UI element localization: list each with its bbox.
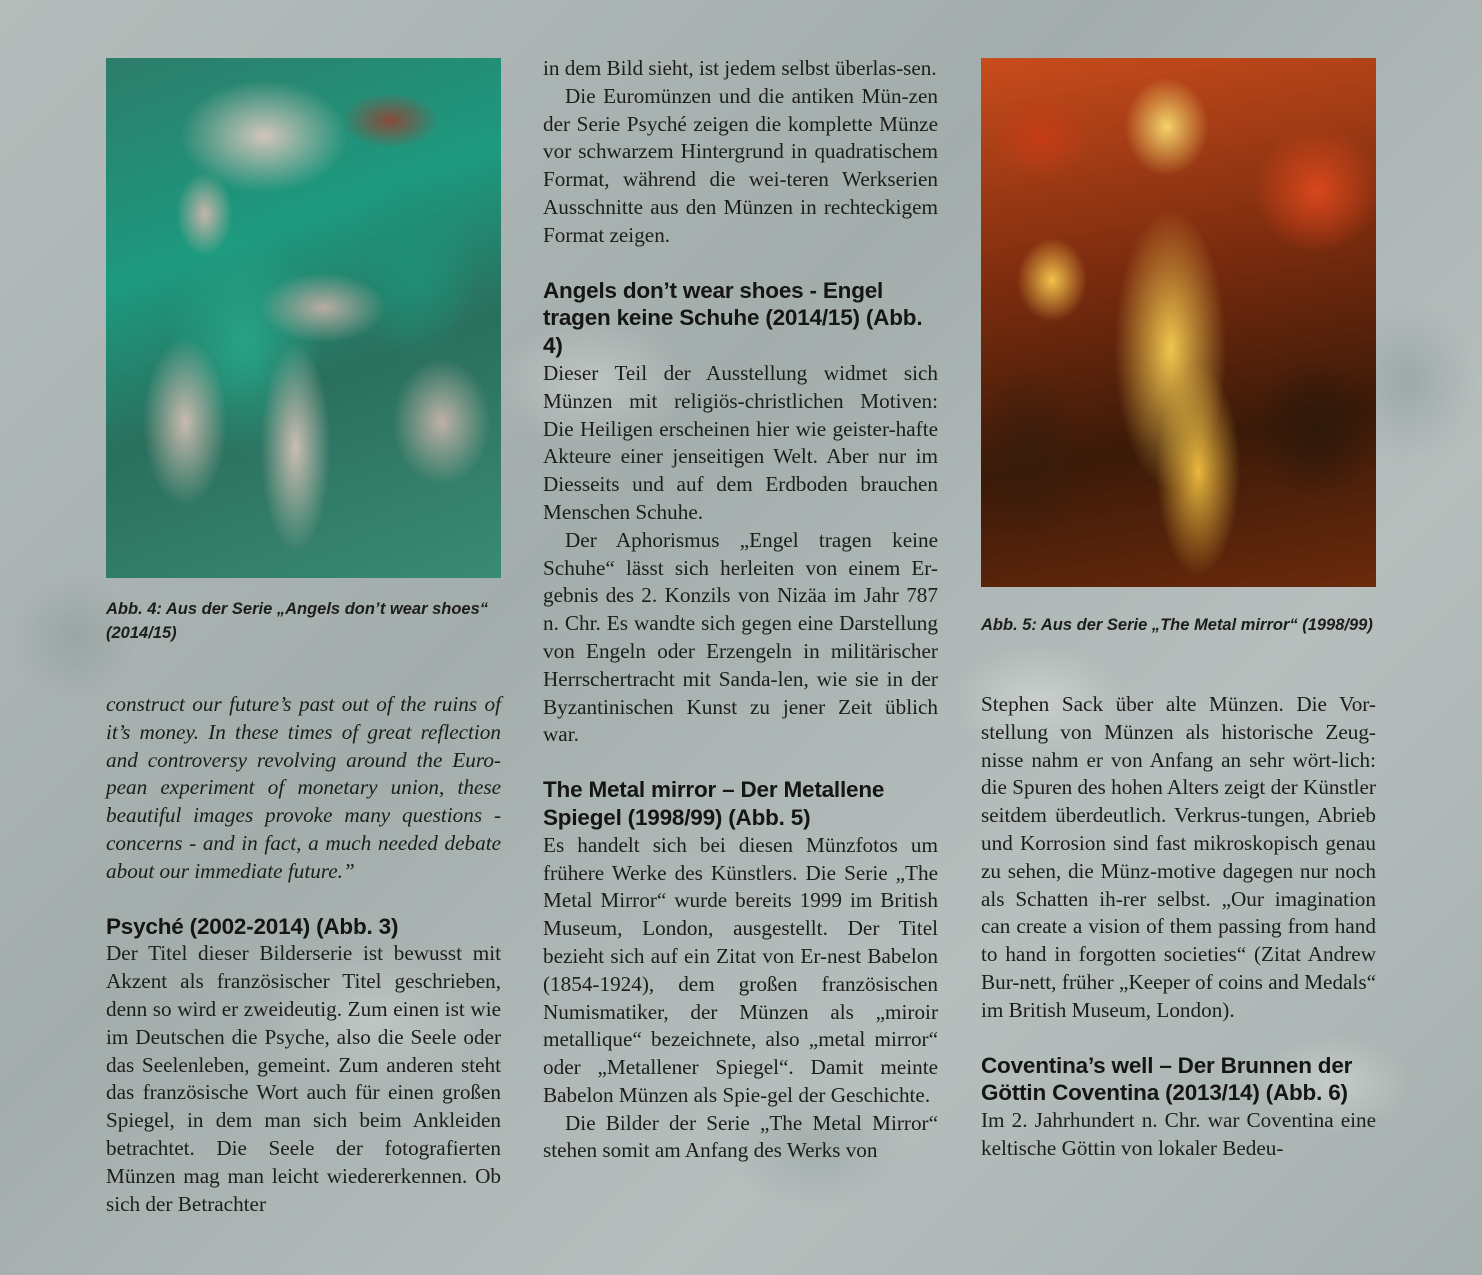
heading-angels: Angels don’t wear shoes - Engel tragen keine Schuhe (2014/15) (Abb. 4) [543,277,923,359]
quote-text: construct our future’s past out of the ruins of it’s money. In these times of great reflection and controversy revolving around the Euro-pean experiment of monetary union, these beautiful images provoke many questions - concerns - and in fact, a much needed debate about our immediate future.” [106,692,501,883]
heading-metal-mirror: The Metal mirror – Der Metallene Spiegel (1998/99) (Abb. 5) [543,777,885,830]
figure-5-image [981,58,1376,587]
paragraph-metal-2: Die Bilder der Serie „The Metal Mirror“ stehen somit am Anfang des Werks von [543,1110,938,1163]
paragraph-angels-1: Dieser Teil der Ausstellung widmet sich Münzen mit religiös-christlichen Motiven: Die Heiligen erscheinen hier wie geister-hafte Akteure einer jenseitigen Welt. Aber nur im Diesseits und auf dem Erdboden brauchen Menschen Schuhe. [543,360,938,524]
left-column-text [106,691,501,1218]
paragraph-sack: Stephen Sack über alte Münzen. Die Vor-stellung von Münzen als historische Zeug-nisse nahm er von Anfang an sehr wört-lich: die Spuren des hohen Alters zeigt der Künstler seitdem überdeutlich. Verkrus-tungen, Abrieb und Korrosion sind fast mikroskopisch genau zu sehen, die Münz-motive dagegen nur noch als Schatten ih-rer selbst. „Our imagination can create a vision of them passing from hand to hand in forgotten societies“ (Zitat Andrew Bur-nett, früher „Keeper of coins and Medals“ im British Museum, London). [981,692,1376,1022]
figure-4-image [106,58,501,578]
middle-column-text [543,55,938,1165]
paragraph-euro: Die Euromünzen und die antiken Mün-zen der Serie Psyché zeigen die komplette Münze vor schwarzem Hintergrund in quadratischem Format, während die wei-teren Werkserien Ausschnitte aus den Münzen in rechteckigem Format zeigen. [543,83,938,247]
figure-4-caption: Abb. 4: Aus der Serie „Angels don’t wear shoes“ (2014/15) [106,600,489,642]
paragraph-coventina: Im 2. Jahrhundert n. Chr. war Coventina eine keltische Göttin von lokaler Bedeu- [981,1108,1376,1160]
paragraph-angels-2: Der Aphorismus „Engel tragen keine Schuhe“ lässt sich herleiten von einem Er-gebnis des 2. Konzils von Nizäa im Jahr 787 n. Chr. Es wandte sich gegen eine Darstellung von Engeln oder Erzengeln in militärischer Herrschertracht mit Sanda-len, wie sie in der Byzantinischen Kunst zu jener Zeit üblich war. [543,527,938,747]
figure-5-caption: Abb. 5: Aus der Serie „The Metal mirror“ (1998/99) [981,616,1373,634]
right-column-text [981,691,1376,1163]
paragraph-psyche: Der Titel dieser Bilderserie ist bewusst mit Akzent als französischer Titel geschrieben, denn so wird er zweideutig. Zum einen ist wie im Deutschen die Psyche, also die Seele oder das Seelenleben, gemeint. Zum anderen steht das französische Wort auch für einen großen Spiegel, in dem man sich beim Ankleiden betrachtet. Die Seele der fotografierten Münzen mag man leicht wiedererkennen. Ob sich der Betrachter [106,941,501,1216]
heading-coventina: Coventina’s well – Der Brunnen der Göttin Coventina (2013/14) (Abb. 6) [981,1052,1353,1106]
heading-psyche: Psyché (2002-2014) (Abb. 3) [106,913,399,939]
paragraph-continued: in dem Bild sieht, ist jedem selbst überlas-sen. [543,56,937,80]
paragraph-metal-1: Es handelt sich bei diesen Münzfotos um frühere Werke des Künstlers. Die Serie „The Metal Mirror“ wurde bereits 1999 im British Museum, London, ausgestellt. Der Titel bezieht sich auf ein Zitat von Er-nest Babelon (1854-1924), dem großen französischen Numismatiker, der Münzen als „miroir metallique“ bezeichnete, also „metal mirror“ oder „Metallener Spiegel“. Damit meinte Babelon Münzen als Spie-gel der Geschichte. [543,832,938,1107]
